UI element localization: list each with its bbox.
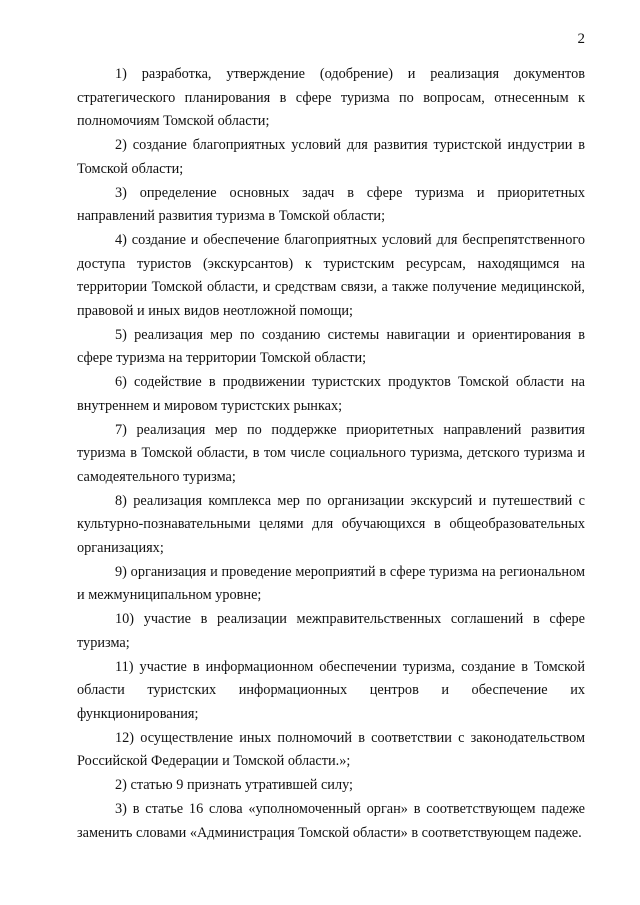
paragraph-item-3: 3) определение основных задач в сфере туризма и приоритетных направлений развития туризма в Томской области; [77, 184, 585, 225]
amendment-item-2: 2) статью 9 признать утратившей силу; [115, 777, 354, 794]
amendment-item-3: 3) в статье 16 слова «уполномоченный орган» в соответствующем падеже заменить словами «Администрация Томской области» в соответствующем падеже. [77, 800, 585, 841]
paragraph-item-4: 4) создание и обеспечение благоприятных условий для беспрепятственного доступа туристов (экскурсантов) к туристским ресурсам, находящимся на территории Томской области, и средствам связи, а также получение медицинской, правовой и иных видов неотложной помощи; [77, 231, 585, 320]
paragraph-item-8: 8) реализация комплекса мер по организации экскурсий и путешествий с культурно-познавательными целями для обучающихся в общеобразовательных организациях; [77, 492, 585, 557]
paragraph-item-5: 5) реализация мер по созданию системы навигации и ориентирования в сфере туризма на территории Томской области; [77, 326, 585, 367]
page-number: 2 [577, 31, 585, 47]
paragraph-item-1: 1) разработка, утверждение (одобрение) и реализация документов стратегического планирования в сфере туризма по вопросам, отнесенным к полномочиям Томской области; [77, 66, 585, 130]
paragraph-item-9: 9) организация и проведение мероприятий в сфере туризма на региональном и межмуниципальном уровне; [77, 563, 585, 604]
paragraph-item-10: 10) участие в реализации межправительственных соглашений в сфере туризма; [77, 611, 585, 651]
paragraph-item-11: 11) участие в информационном обеспечении туризма, создание в Томской области туристских информационных центров и обеспечение их функционирования; [77, 658, 585, 722]
paragraph-item-7: 7) реализация мер по поддержке приоритетных направлений развития туризма в Томской области, в том числе социального туризма, детского туризма и самодеятельного туризма; [77, 421, 585, 485]
document-body [77, 63, 585, 845]
paragraph-item-6: 6) содействие в продвижении туристских продуктов Томской области на внутреннем и мировом туристских рынках; [77, 374, 585, 414]
paragraph-item-12: 12) осуществление иных полномочий в соответствии с законодательством Российской Федерации и Томской области.»; [77, 729, 585, 770]
paragraph-item-2: 2) создание благоприятных условий для развития туристской индустрии в Томской области; [77, 137, 585, 177]
